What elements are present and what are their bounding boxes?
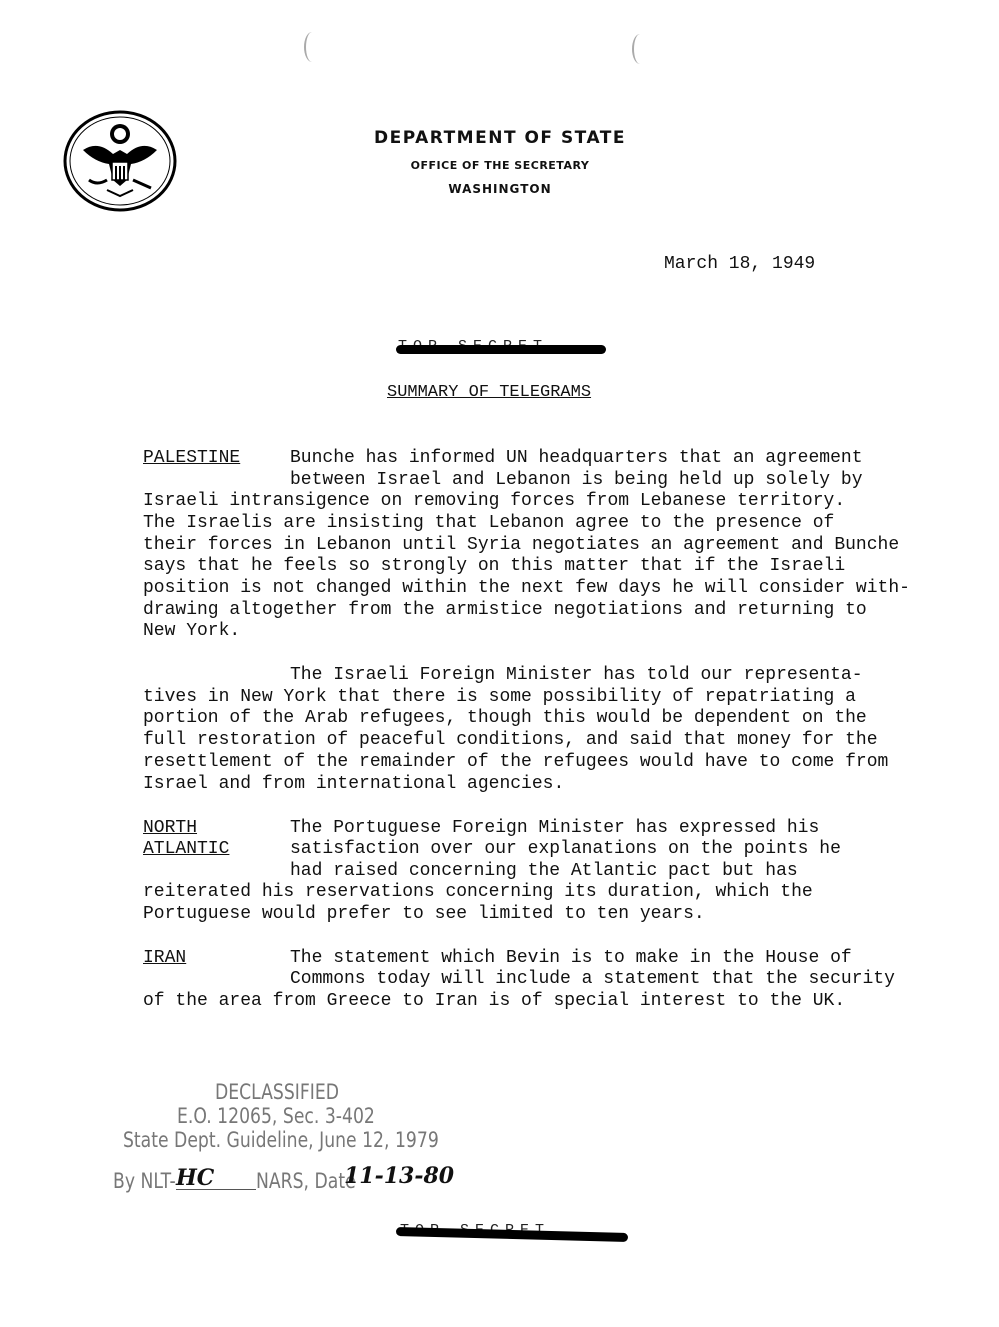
punch-hole-right [632, 34, 648, 64]
letterhead-city: WASHINGTON [448, 182, 552, 196]
classification-bottom-strikeout [396, 1227, 628, 1242]
body-line: drawing altogether from the armistice negotiations and returning to [143, 600, 867, 620]
declassified-authority: E.O. 12065, Sec. 3-402 [177, 1104, 375, 1128]
body-line: between Israel and Lebanon is being held up solely by [290, 470, 863, 490]
signature-line [176, 1189, 256, 1190]
declassified-date: 11-13-80 [344, 1163, 455, 1189]
body-line: Portuguese would prefer to see limited to ten years. [143, 904, 705, 924]
body-line: The Israelis are insisting that Lebanon agree to the presence of [143, 513, 835, 533]
body-line: position is not changed within the next few days he will consider with- [143, 578, 910, 598]
section-heading-iran: IRAN [143, 948, 187, 968]
declassified-guideline: State Dept. Guideline, June 12, 1979 [123, 1128, 439, 1152]
body-line: Israeli intransigence on removing forces from Lebanese territory. [143, 491, 846, 511]
body-line: portion of the Arab refugees, though this would be dependent on the [143, 708, 867, 728]
body-line: Israel and from international agencies. [143, 774, 565, 794]
body-line: New York. [143, 621, 241, 641]
declassified-by-initials: HC [176, 1165, 215, 1191]
body-line: of the area from Greece to Iran is of special interest to the UK. [143, 991, 846, 1011]
document-title: SUMMARY OF TELEGRAMS [387, 383, 592, 402]
punch-hole-left [304, 32, 320, 62]
body-line: resettlement of the remainder of the refugees would have to come from [143, 752, 889, 772]
classification-top-strikeout [396, 345, 606, 354]
letterhead-department: DEPARTMENT OF STATE [373, 128, 627, 148]
body-line: satisfaction over our explanations on the points he [290, 839, 841, 859]
section-heading-palestine: PALESTINE [143, 448, 241, 468]
body-line: had raised concerning the Atlantic pact but has [290, 861, 798, 881]
declassified-by-label: By NLT- [113, 1169, 176, 1193]
body-line: Commons today will include a statement that the security [290, 969, 895, 989]
great-seal-icon [63, 110, 177, 212]
section-heading-north: NORTH [143, 818, 198, 838]
section-heading-atlantic: ATLANTIC [143, 839, 230, 859]
body-line: The Portuguese Foreign Minister has expressed his [290, 818, 820, 838]
body-line: Bunche has informed UN headquarters that an agreement [290, 448, 863, 468]
body-line: tives in New York that there is some possibility of repatriating a [143, 687, 856, 707]
body-line: says that he feels so strongly on this matter that if the Israeli [143, 556, 846, 576]
letterhead-office: OFFICE OF THE SECRETARY [410, 159, 590, 172]
body-line: The statement which Bevin is to make in the House of [290, 948, 852, 968]
document-date: March 18, 1949 [664, 254, 816, 274]
body-line: full restoration of peaceful conditions, and said that money for the [143, 730, 878, 750]
body-line: reiterated his reservations concerning its duration, which the [143, 882, 813, 902]
declassified-nars-label: NARS, Date [256, 1169, 356, 1193]
declassified-stamp: DECLASSIFIED [215, 1080, 339, 1104]
body-line: The Israeli Foreign Minister has told our representa- [290, 665, 863, 685]
body-line: their forces in Lebanon until Syria negotiates an agreement and Bunche [143, 535, 900, 555]
